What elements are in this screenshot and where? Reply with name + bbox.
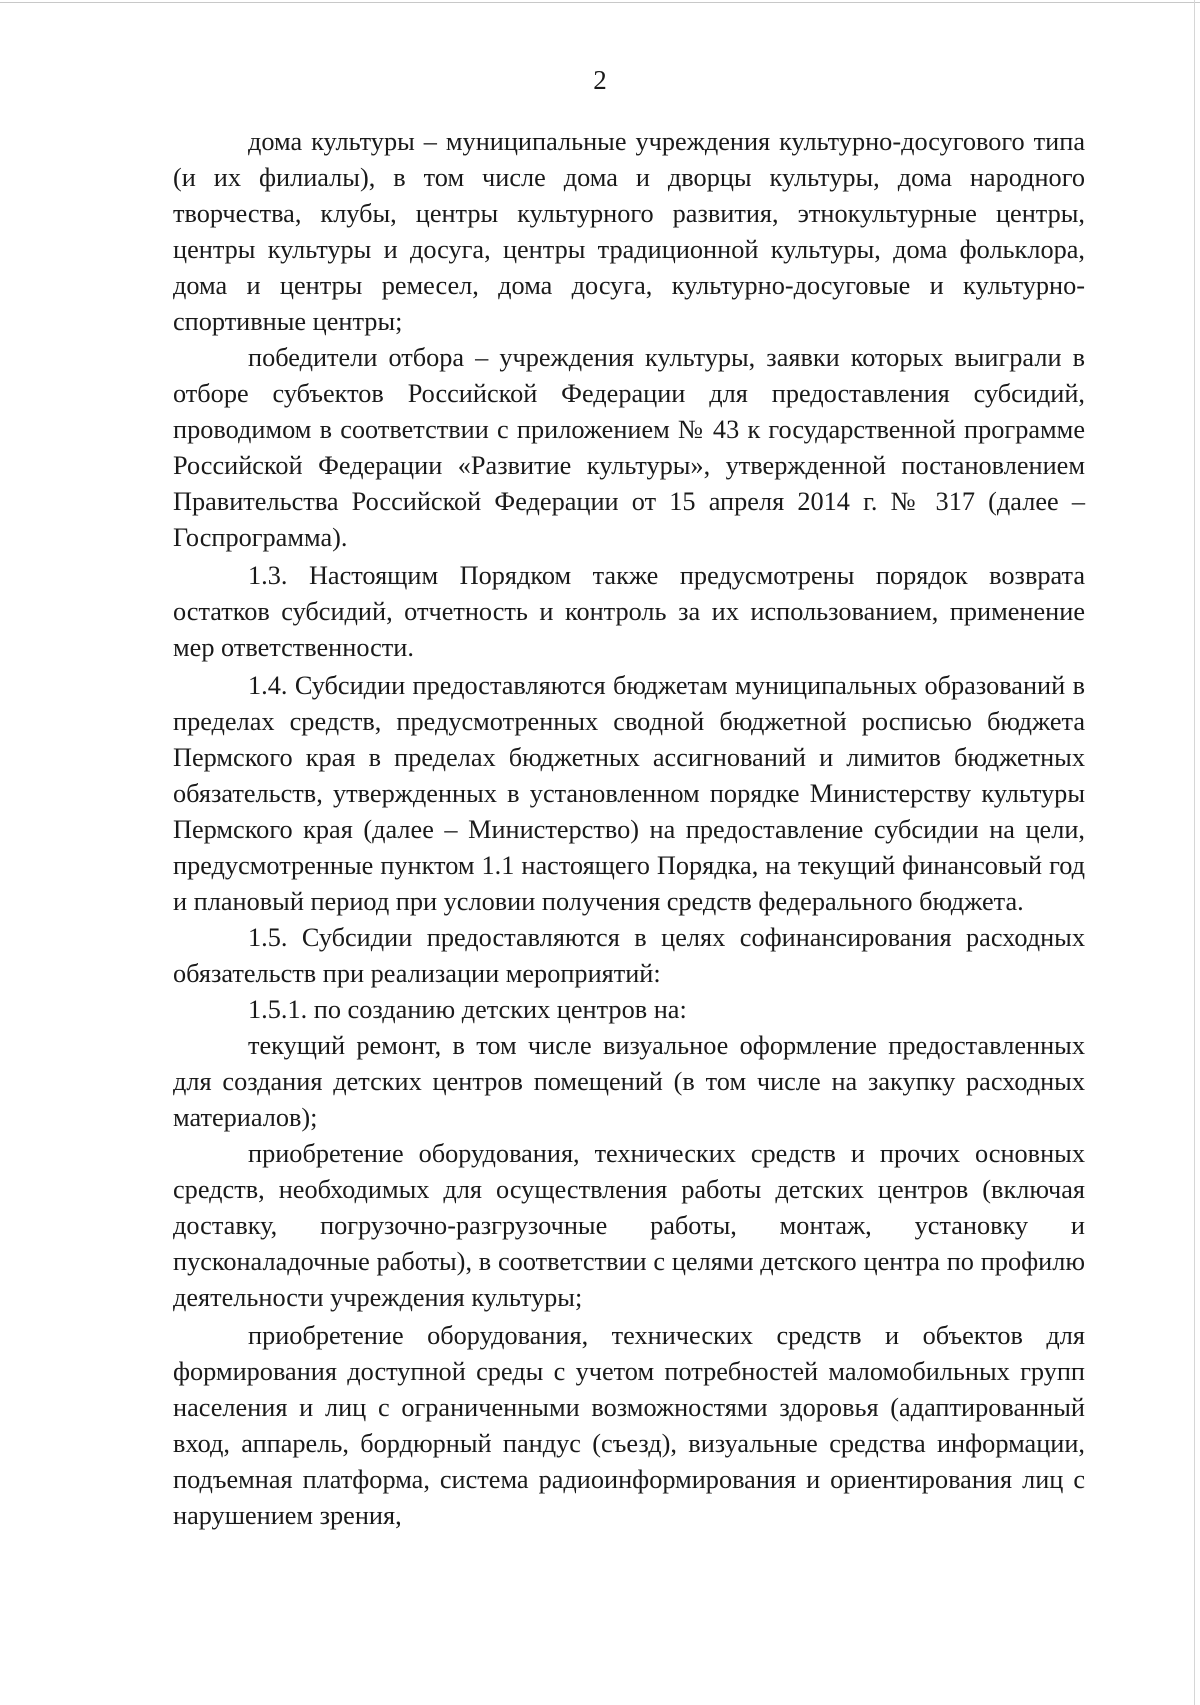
paragraph-definition-selection-winners: победители отбора – учреждения культуры, заявки которых выиграли в отборе субъектов Российской Федерации для предоставления субсидий, проводимом в соответствии с приложением № 43 к государственной программе Российской Федерации «Развитие культуры», утвержденной постановлением Правительства Российской Федерации от 15 апреля 2014 г. № 317 (далее – Госпрограмма). [173, 343, 1085, 552]
scan-edge-right [1194, 0, 1195, 1705]
paragraph-1-5-1: 1.5.1. по созданию детских центров на: [248, 995, 687, 1024]
paragraph-accessible-environment: приобретение оборудования, технических средств и объектов для формирования доступной среды с учетом потребностей маломобильных групп населения и лиц с ограниченными возможностями здоровья (адаптированный вход, аппарель, бордюрный пандус (съезд), визуальные средства информации, подъемная платформа, система радиоинформирования и ориентирования лиц с нарушением зрения, [173, 1321, 1085, 1530]
page-number: 2 [593, 65, 607, 95]
paragraph-1-5: 1.5. Субсидии предоставляются в целях софинансирования расходных обязательств при реализации мероприятий: [173, 923, 1085, 988]
paragraph-definition-houses-of-culture: дома культуры – муниципальные учреждения культурно-досугового типа (и их филиалы), в том числе дома и дворцы культуры, дома народного творчества, клубы, центры культурного развития, этнокультурные центры, центры культуры и досуга, центры традиционной культуры, дома фольклора, дома и центры ремесел, дома досуга, культурно-досуговые и культурно-спортивные центры; [173, 127, 1085, 336]
paragraph-equipment-purchase: приобретение оборудования, технических средств и прочих основных средств, необходимых для осуществления работы детских центров (включая доставку, погрузочно-разгрузочные работы, монтаж, установку и пусконаладочные работы), в соответствии с целями детского центра по профилю деятельности учреждения культуры; [173, 1139, 1085, 1312]
paragraph-current-repair: текущий ремонт, в том числе визуальное оформление предоставленных для создания детских центров помещений (в том числе на закупку расходных материалов); [173, 1031, 1085, 1132]
scan-edge-top [0, 2, 1200, 3]
document-body [173, 124, 1085, 1534]
paragraph-1-3: 1.3. Настоящим Порядком также предусмотрены порядок возврата остатков субсидий, отчетность и контроль за их использованием, применение мер ответственности. [173, 561, 1085, 662]
paragraph-1-4: 1.4. Субсидии предоставляются бюджетам муниципальных образований в пределах средств, предусмотренных сводной бюджетной росписью бюджета Пермского края в пределах бюджетных ассигнований и лимитов бюджетных обязательств, утвержденных в установленном порядке Министерству культуры Пермского края (далее – Министерство) на предоставление субсидии на цели, предусмотренные пунктом 1.1 настоящего Порядка, на текущий финансовый год и плановый период при условии получения средств федерального бюджета. [173, 671, 1085, 916]
